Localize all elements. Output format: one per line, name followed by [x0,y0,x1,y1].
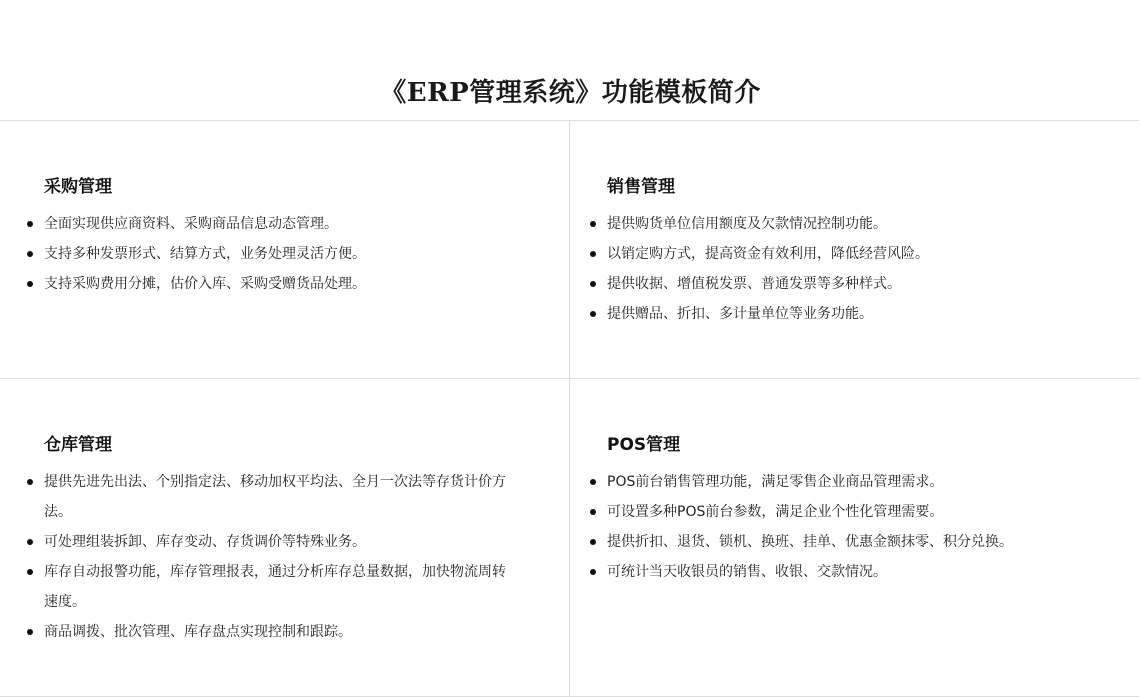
purchase-management-panel [0,121,569,378]
list-item: POS前台销售管理功能，满足零售企业商品管理需求。 [607,467,1109,497]
feature-list [44,467,519,647]
feature-grid [0,120,1139,697]
list-item: 以销定购方式，提高资金有效利用，降低经营风险。 [607,239,1109,269]
section-heading: 仓库管理 [44,435,112,455]
section-heading: 采购管理 [44,177,112,197]
list-item: 提供收据、增值税发票、普通发票等多种样式。 [607,269,1109,299]
list-item: 提供折扣、退货、锁机、换班、挂单、优惠金额抹零、积分兑换。 [607,527,1109,557]
list-item: 提供购货单位信用额度及欠款情况控制功能。 [607,209,1109,239]
feature-list [607,467,1109,587]
section-heading: POS管理 [607,435,681,455]
sales-management-panel [570,121,1139,378]
pos-management-panel [570,379,1139,696]
list-item: 可设置多种POS前台参数，满足企业个性化管理需要。 [607,497,1109,527]
section-heading: 销售管理 [607,177,675,197]
list-item: 库存自动报警功能，库存管理报表，通过分析库存总量数据，加快物流周转速度。 [44,557,514,617]
list-item: 可处理组装拆卸、库存变动、存货调价等特殊业务。 [44,527,514,557]
list-item: 全面实现供应商资料、采购商品信息动态管理。 [44,209,519,239]
list-item: 支持采购费用分摊，估价入库、采购受赠货品处理。 [44,269,519,299]
page-title: 《ERP管理系统》功能模板简介 [380,78,761,109]
list-item: 提供赠品、折扣、多计量单位等业务功能。 [607,299,1109,329]
feature-list [44,209,519,299]
warehouse-management-panel [0,379,569,696]
list-item: 支持多种发票形式、结算方式，业务处理灵活方便。 [44,239,519,269]
list-item: 提供先进先出法、个别指定法、移动加权平均法、全月一次法等存货计价方法。 [44,467,514,527]
feature-list [607,209,1109,329]
list-item: 商品调拨、批次管理、库存盘点实现控制和跟踪。 [44,617,514,647]
list-item: 可统计当天收银员的销售、收银、交款情况。 [607,557,1109,587]
